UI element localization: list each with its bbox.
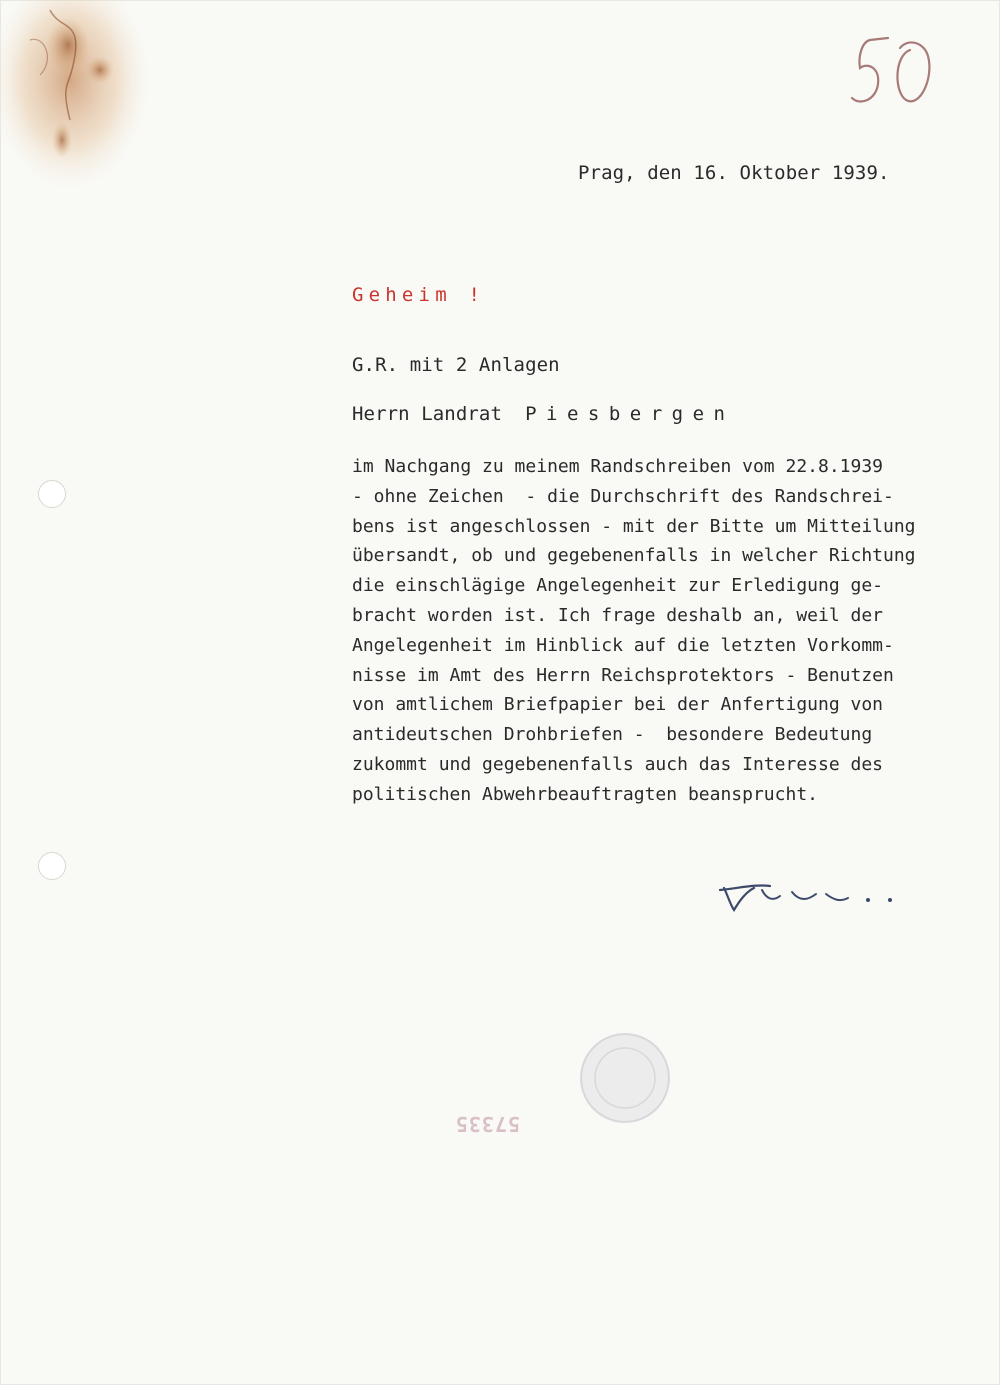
body-line: die einschlägige Angelegenheit zur Erledigung ge- <box>352 575 884 597</box>
body-line: von amtlichem Briefpapier bei der Anfertigung von <box>352 694 884 716</box>
body-line: nisse im Amt des Herrn Reichsprotektors - Benutzen <box>352 664 894 686</box>
letter-body <box>352 452 916 810</box>
body-line: antideutschen Drohbriefen - besondere Bedeutung <box>352 724 873 746</box>
body-line: bracht worden ist. Ich frage deshalb an, weil der <box>352 604 884 626</box>
addressee-prefix: Herrn Landrat <box>352 403 503 425</box>
folio-number-handwritten <box>838 28 948 118</box>
addressee-name: Piesbergen <box>525 403 735 425</box>
signature <box>710 870 910 920</box>
classification-mark: Geheim ! <box>352 284 486 306</box>
archive-number: 57335 <box>454 1112 520 1136</box>
punch-hole-top <box>38 480 66 508</box>
rust-stain <box>0 0 150 210</box>
body-line: im Nachgang zu meinem Randschreiben vom 22.8.1939 <box>352 456 884 477</box>
punch-hole-bottom <box>38 852 66 880</box>
body-line: zukommt und gegebenenfalls auch das Interesse des <box>352 753 884 775</box>
body-line: Angelegenheit im Hinblick auf die letzten Vorkomm- <box>352 634 894 656</box>
date-line: Prag, den 16. Oktober 1939. <box>578 162 890 184</box>
enclosure-line: G.R. mit 2 Anlagen <box>352 354 560 376</box>
body-line: übersandt, ob und gegebenenfalls in welcher Richtung <box>352 545 916 567</box>
body-line: politischen Abwehrbeauftragten beansprucht. <box>352 783 818 805</box>
body-line: - ohne Zeichen - die Durchschrift des Randschrei- <box>352 485 894 507</box>
faint-circular-stamp <box>575 1028 675 1128</box>
body-line: bens ist angeschlossen - mit der Bitte um Mitteilung <box>352 515 916 537</box>
archive-number-stamp <box>430 1110 520 1136</box>
addressee-line <box>352 403 734 425</box>
